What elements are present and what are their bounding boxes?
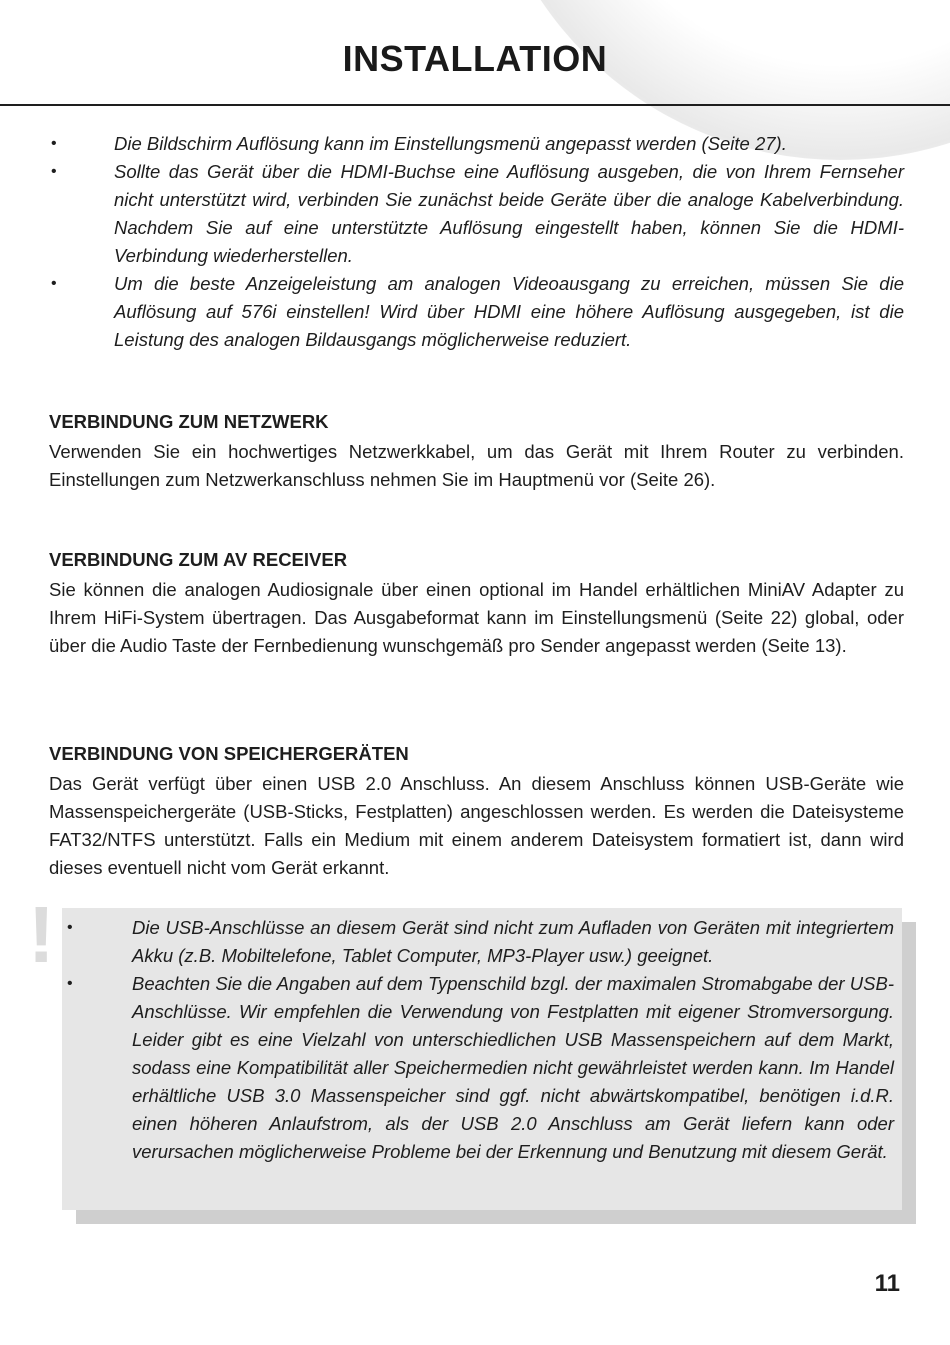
section-body: Sie können die analogen Audiosignale über einen optional im Handel erhältlichen MiniAV Adapter zu Ihrem HiFi-System übertragen. Das Ausgabeformat kann im Einstellungsmenü (Seite 22) global, oder über die Audio Taste der Fernbedienung wunschgemäß pro Sender angepasst werden (Seite 13).	[49, 579, 904, 656]
section-body: Das Gerät verfügt über einen USB 2.0 Anschluss. An diesem Anschluss können USB-Geräte wie Massenspeichergeräte (USB-Sticks, Festplatten) angeschlossen werden. Es werden die Dateisysteme FAT32/NTFS unterstützt. Falls ein Medium mit einem anderem Dateisystem formatiert ist, dann wird dieses eventuell nicht vom Gerät erkannt.	[49, 773, 904, 878]
section-network	[49, 408, 904, 494]
note-box	[62, 908, 902, 1210]
list-item: • Die Bildschirm Auflösung kann im Einstellungsmenü angepasst werden (Seite 27).	[49, 130, 904, 158]
warning-exclamation-icon: !	[28, 890, 55, 979]
section-heading: VERBINDUNG ZUM NETZWERK	[49, 411, 329, 432]
note-bullet-list	[62, 914, 894, 1166]
list-item: • Um die beste Anzeigeleistung am analogen Videoausgang zu erreichen, müssen Sie die Auflösung auf 576i einstellen! Wird über HDMI eine höhere Auflösung ausgegeben, ist die Leistung des analogen Bildausgangs möglicherweise reduziert.	[49, 270, 904, 354]
top-bullet-list	[49, 130, 904, 354]
list-item: • Sollte das Gerät über die HDMI-Buchse eine Auflösung ausgeben, die von Ihrem Fernseher nicht unterstützt wird, verbinden Sie zunächst beide Geräte über die analoge Kabelverbindung. Nachdem Sie auf eine unterstützte Auflösung eingestellt haben, können Sie die HDMI-Verbindung wiederherstellen.	[49, 158, 904, 270]
section-heading: VERBINDUNG VON SPEICHERGERÄTEN	[49, 743, 409, 764]
list-item: • Die USB-Anschlüsse an diesem Gerät sind nicht zum Aufladen von Geräten mit integriertem Akku (z.B. Mobiltelefone, Tablet Computer, MP3-Player usw.) geeignet.	[62, 914, 894, 970]
section-av-receiver	[49, 546, 904, 660]
page-number: 11	[874, 1270, 900, 1297]
top-bullet-list-container	[49, 130, 904, 354]
section-storage-devices	[49, 740, 904, 882]
section-heading: VERBINDUNG ZUM AV RECEIVER	[49, 549, 348, 570]
list-item: • Beachten Sie die Angaben auf dem Typenschild bzgl. der maximalen Stromabgabe der USB-Anschlüsse. Wir empfehlen die Verwendung von Festplatten mit eigener Stromversorgung. Leider gibt es eine Vielzahl von unterschiedlichen USB Massenspeichern auf dem Markt, sodass eine Kompatibilität aller Speichermedien nicht gewährleistet werden kann. Im Handel erhältliche USB 3.0 Massenspeicher sind ggf. nicht abwärtskompatibel, benötigen i.d.R. einen höheren Anlaufstrom, als der USB 2.0 Anschluss am Gerät liefern kann oder verursachen möglicherweise Probleme bei der Erkennung und Benutzung mit diesem Gerät.	[62, 970, 894, 1166]
section-body: Verwenden Sie ein hochwertiges Netzwerkkabel, um das Gerät mit Ihrem Router zu verbinden. Einstellungen zum Netzwerkanschluss nehmen Sie im Hauptmenü vor (Seite 26).	[49, 441, 904, 490]
header-divider	[0, 104, 950, 106]
page-title: INSTALLATION	[342, 38, 608, 79]
